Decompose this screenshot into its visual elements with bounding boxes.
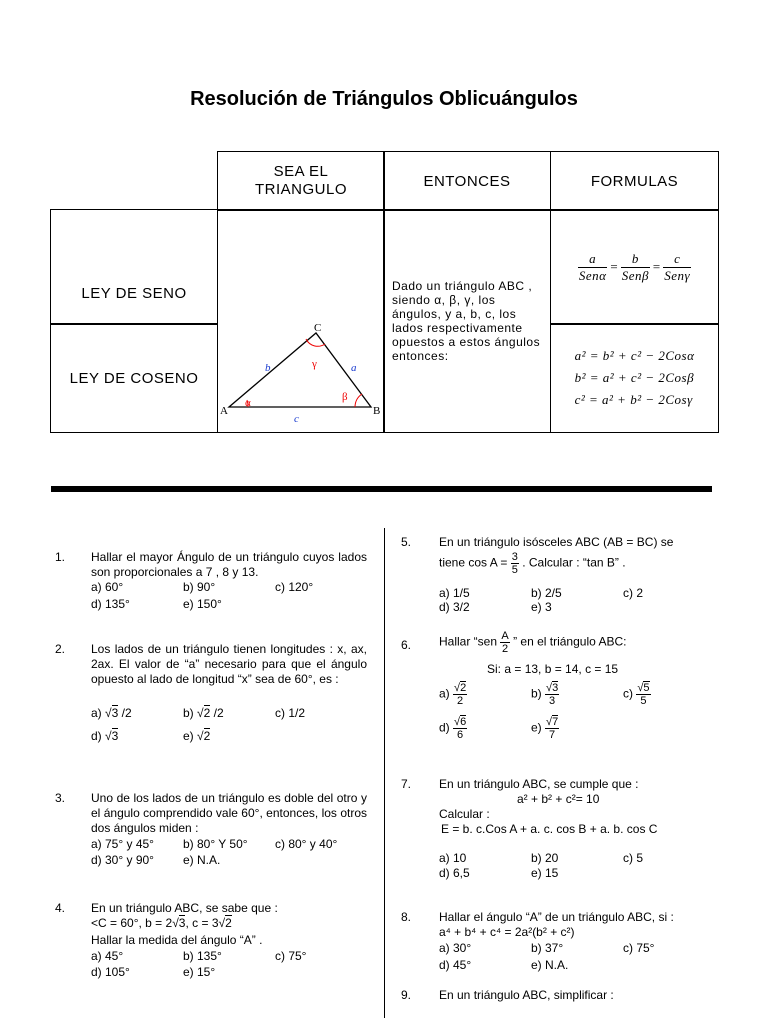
law-of-sines-cell [550, 209, 719, 325]
vertex-b: B [373, 405, 381, 417]
triangle-shape [229, 333, 371, 407]
row-ley-de-coseno: LEY DE COSENO [50, 323, 218, 433]
law-of-cosines-formulas: a² = b² + c² − 2Cosα b² = a² + c² − 2Cosβ c² = a² + b² − 2Cosγ [574, 348, 695, 407]
law-of-cosines-cell [550, 323, 719, 433]
separator-bar [51, 486, 712, 492]
header-formulas: FORMULAS [550, 151, 719, 211]
vertex-a: A [220, 405, 229, 417]
vertex-c: C [314, 322, 322, 334]
angle-gamma-arc [306, 339, 325, 346]
header-entonces: ENTONCES [383, 151, 551, 211]
side-b-label: b [265, 362, 271, 374]
column-divider [384, 528, 385, 1018]
row-ley-de-seno: LEY DE SENO [50, 209, 218, 325]
page-title: Resolución de Triángulos Oblicuángulos [190, 88, 578, 110]
triangle-diagram [218, 210, 384, 432]
triangle-cell [217, 209, 385, 433]
description-text: Dado un triángulo ABC , siendo α, β, γ, los ángulos, y a, b, c, los lados respectivamente opuestos a estos ángulos entonces: [392, 279, 541, 363]
angle-alpha-label: α [245, 397, 252, 409]
header-sea-el-triangulo: SEA EL TRIANGULO [217, 151, 385, 211]
side-a-label: a [351, 362, 357, 374]
law-of-sines-formula: $\frac{a}{\text{Senα}}$ = $\frac{b}{\text{Senβ}}$ = $\frac{c}{\text{Senγ}}$ [578, 250, 691, 283]
description-cell [383, 209, 551, 433]
angle-beta-arc [355, 394, 362, 407]
angle-beta-label: β [342, 391, 349, 403]
angle-gamma-label: γ [312, 358, 318, 370]
side-c-label: c [294, 413, 300, 425]
